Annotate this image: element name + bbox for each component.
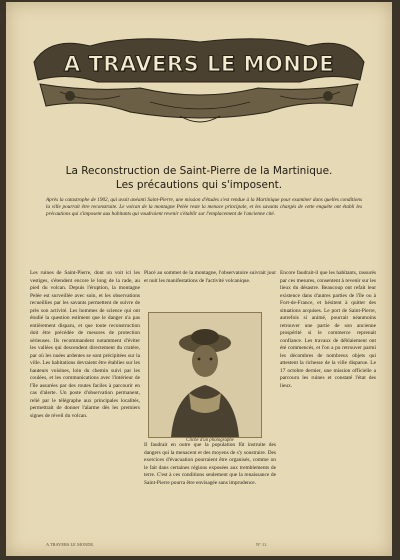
article-column-middle-bottom: Il faudrait en outre que la population fût instruite des dangers qui la menacent et des moyens de s'y soustraire. Des exercices d'évacuation pourraient être organisés, comme on le fait dans certaines régions exposées aux tremblements de terre. C'est à ces conditions seulement que la renaissance de Saint-Pierre pourra être envisagée sans imprudence. [144,442,276,486]
footer-issue-number: N° 11. [256,542,268,547]
masthead-title: A TRAVERS LE MONDE [63,52,335,76]
article-column-left: Les ruines de Saint-Pierre, dont on voit ici les vestiges, s'étendent encore le long de la rade, au pied du volcan. Depuis l'éruption, la montagne Pelée est surveillée avec soin, et les observations recueillies par les savants permettent de suivre de près son activité. Les hommes de science qui ont étudié la question estiment que le danger n'a pas entièrement disparu, et que toute reconstruction doit être précédée de mesures de protection sérieuses. Ils recommandent notamment d'éviter les vallées qui descendent directement du cratère, par où les nuées ardentes se sont précipitées sur la ville. Les habitations devraient être établies sur les hauteurs voisines, loin du chemin suivi par les coulées, et les communications avec l'intérieur de l'île assurées par des routes faciles à parcourir en cas d'alerte. Un poste d'observation permanent, relié par le télégraphe aux principales localités, permettrait de donner l'alarme dès les premiers signes de réveil du volcan. [30,270,140,419]
article-headline [26,164,372,192]
masthead-banner [30,32,368,130]
headline-line-2: Les précautions qui s'imposent. [115,179,283,191]
article-intro: Après la catastrophe de 1902, qui avait anéanti Saint-Pierre, une mission d'études s'est rendue à la Martinique pour examiner dans quelles conditions la ville pourrait être reconstruite. Le volcan de la montagne Pelée reste la menace principale, et les savants chargés de cette enquête ont établi les précautions qui s'imposent aux habitants qui voudraient revenir s'établir sur l'emplacement de l'ancienne cité. [46,197,362,218]
footer-publication: A TRAVERS LE MONDE. [46,542,95,547]
masthead-ornament [30,32,368,130]
magazine-page [6,2,392,556]
headline-line-1: La Reconstruction de Saint-Pierre de la Martinique. [65,165,333,177]
portrait-photo [148,312,262,438]
article-column-middle-top: Placé au sommet de la montagne, l'observatoire suivrait jour et nuit les manifestations de l'activité volcanique. [144,270,276,284]
article-column-right: Encore faudrait-il que les habitants, rassurés par ces mesures, consentent à revenir sur les lieux du désastre. Beaucoup ont refait leur existence dans d'autres parties de l'île ou à Fort-de-France, et hésitent à quitter des situations acquises. Le port de Saint-Pierre, autrefois si animé, pourrait néanmoins retrouver une partie de son ancienne prospérité si le commerce reprenait confiance. Les travaux de déblaiement ont été commencés, et l'on a pu retrouver parmi les décombres de nombreux objets qui attestent la richesse de la ville disparue. Le 17 octobre dernier, une mission officielle a parcouru les ruines et constaté l'état des lieux. [280,270,376,389]
photo-caption: Cliché d'un photographe [186,438,234,443]
portrait-illustration [149,313,261,437]
